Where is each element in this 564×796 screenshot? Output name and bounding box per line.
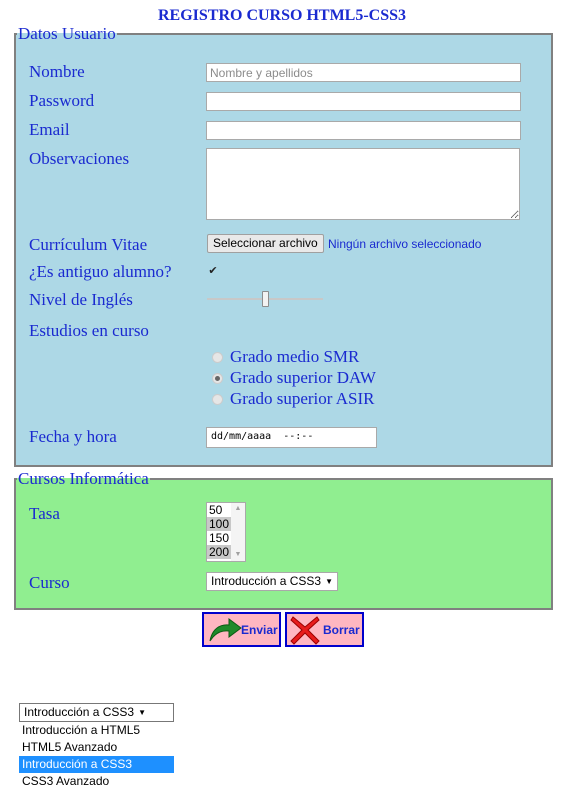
fecha-input[interactable]: dd/mm/aaaa --:-- <box>206 427 377 448</box>
nombre-label: Nombre <box>29 62 85 81</box>
red-x-icon <box>289 615 321 645</box>
radio-daw[interactable] <box>212 373 223 384</box>
curso-select[interactable] <box>206 572 338 591</box>
nombre-input[interactable] <box>206 63 521 82</box>
tasa-option[interactable]: 100 <box>207 517 233 531</box>
file-select-button[interactable]: Seleccionar archivo <box>207 234 324 253</box>
tasa-option[interactable]: 50 <box>209 503 223 517</box>
fecha-label: Fecha y hora <box>29 427 117 446</box>
password-label: Password <box>29 91 95 110</box>
dropdown-option[interactable]: HTML5 Avanzado <box>22 740 118 754</box>
enviar-label: Enviar <box>241 623 278 637</box>
antiguo-label: ¿Es antiguo alumno? <box>29 262 172 281</box>
enviar-button[interactable] <box>202 612 281 647</box>
radio-smr-label: Grado medio SMR <box>230 347 360 366</box>
observaciones-label: Observaciones <box>29 149 130 168</box>
courses-legend: Cursos Informática <box>18 469 149 488</box>
ingles-label: Nivel de Inglés <box>29 290 133 309</box>
tasa-label: Tasa <box>29 504 60 523</box>
user-data-legend: Datos Usuario <box>18 24 116 43</box>
borrar-button[interactable] <box>285 612 364 647</box>
page-title: REGISTRO CURSO HTML5-CSS3 <box>157 7 407 24</box>
tasa-option[interactable]: 150 <box>209 531 230 545</box>
dropdown-option[interactable]: Introducción a CSS3 <box>19 756 174 773</box>
radio-asir-label: Grado superior ASIR <box>230 389 375 408</box>
green-arrow-icon <box>207 617 243 643</box>
radio-daw-label: Grado superior DAW <box>230 368 376 387</box>
ingles-slider[interactable] <box>207 290 323 308</box>
dropdown-option[interactable]: CSS3 Avanzado <box>22 774 110 788</box>
tasa-listbox[interactable] <box>206 502 246 562</box>
scroll-up-icon[interactable]: ▲ <box>234 505 242 512</box>
scroll-down-icon[interactable]: ▼ <box>234 551 242 558</box>
tasa-option[interactable]: 200 <box>207 545 233 559</box>
tasa-scrollbar[interactable] <box>231 503 245 561</box>
check-icon: ✔ <box>208 265 218 277</box>
radio-asir[interactable] <box>212 394 223 405</box>
antiguo-checkbox[interactable] <box>207 265 219 277</box>
password-input[interactable] <box>206 92 521 111</box>
curso-selected-value: Introducción a CSS3 <box>211 574 322 588</box>
curso-dropdown-demo[interactable] <box>19 703 174 722</box>
curso-label: Curso <box>29 573 70 592</box>
borrar-label: Borrar <box>323 623 360 637</box>
dropdown-arrow-icon: ▼ <box>138 708 146 717</box>
radio-smr[interactable] <box>212 352 223 363</box>
cv-label: Currículum Vitae <box>29 235 148 254</box>
email-input[interactable] <box>206 121 521 140</box>
email-label: Email <box>29 120 70 139</box>
observaciones-textarea[interactable] <box>206 148 520 220</box>
dropdown-options-list <box>19 722 174 790</box>
file-status-text: Ningún archivo seleccionado <box>328 237 482 251</box>
dropdown-option[interactable]: Introducción a HTML5 <box>22 723 141 737</box>
slider-thumb[interactable] <box>262 291 269 307</box>
estudios-label: Estudios en curso <box>29 321 149 340</box>
dropdown-arrow-icon: ▼ <box>325 577 333 586</box>
dropdown-demo-selected: Introducción a CSS3 <box>24 705 135 719</box>
